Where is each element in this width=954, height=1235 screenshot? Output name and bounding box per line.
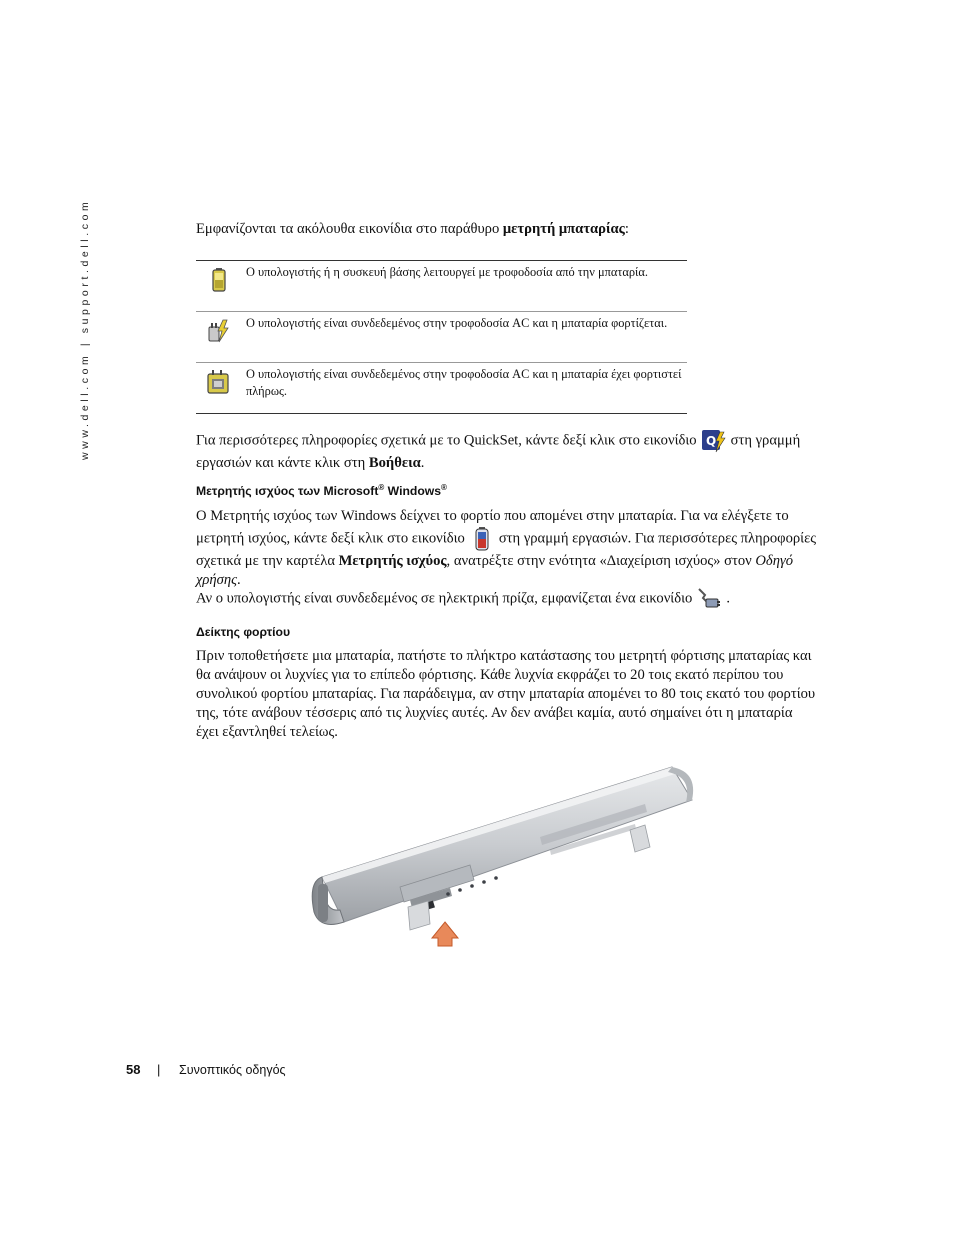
registered-mark: ® bbox=[441, 482, 447, 492]
icon-row-ac-charging bbox=[196, 312, 687, 363]
battery-icon bbox=[206, 267, 232, 293]
section-heading-power-meter bbox=[196, 484, 447, 498]
intro-end: : bbox=[624, 221, 629, 237]
quickset-text: Για περισσότερες πληροφορίες σχετικά με το QuickSet, κάντε δεξί κλικ στο εικονίδιο bbox=[196, 432, 697, 449]
quickset-icon bbox=[701, 428, 727, 454]
quickset-paragraph bbox=[196, 428, 816, 473]
ac-plug-end: . bbox=[726, 590, 730, 607]
power-meter-text-b: στη γραμμή εργασιών. Για περισσότερες πληροφορίες σχετικά με την καρτέλα bbox=[196, 530, 817, 569]
svg-text:Q: Q bbox=[705, 434, 716, 448]
heading-windows: Windows bbox=[384, 484, 442, 498]
icon-table bbox=[196, 260, 687, 414]
icon-row-text: Ο υπολογιστής είναι συνδεδεμένος στην τροφοδοσία AC και η μπαταρία φορτίζεται. bbox=[246, 316, 668, 330]
quickset-text-after: στη γραμμή εργασιών και κάντε κλικ στη bbox=[196, 432, 801, 471]
quickset-end: . bbox=[420, 455, 425, 471]
ac-plug-paragraph bbox=[196, 586, 816, 612]
intro-paragraph bbox=[196, 220, 816, 239]
intro-text: Εμφανίζονται τα ακόλουθα εικονίδια στο παράθυρο bbox=[196, 221, 503, 237]
power-meter-bold: Μετρητής ισχύος bbox=[338, 553, 447, 569]
ac-plug-text: Αν ο υπολογιστής είναι συνδεδεμένος σε ηλεκτρική πρίζα, εμφανίζεται ένα εικονίδιο bbox=[196, 590, 693, 607]
ac-full-icon bbox=[206, 369, 232, 395]
icon-row-battery bbox=[196, 261, 687, 312]
page-number: 58 bbox=[126, 1062, 141, 1077]
side-url: www.dell.com | support.dell.com bbox=[79, 198, 91, 460]
icon-row-text: Ο υπολογιστής είναι συνδεδεμένος στην τροφοδοσία AC και η μπαταρία έχει φορτιστεί πλήρως. bbox=[246, 367, 682, 398]
ac-charging-icon bbox=[206, 318, 232, 344]
section-heading-charge-gauge: Δείκτης φορτίου bbox=[196, 625, 291, 639]
heading-text: Μετρητής ισχύος των Microsoft bbox=[196, 484, 379, 498]
icon-row-text: Ο υπολογιστής ή η συσκευή βάσης λειτουργεί με τροφοδοσία από την μπαταρία. bbox=[246, 265, 648, 279]
icon-row-ac-full bbox=[196, 363, 687, 413]
footer-title: Συνοπτικός οδηγός bbox=[179, 1063, 286, 1077]
charge-gauge-paragraph: Πριν τοποθετήσετε μια μπαταρία, πατήστε το πλήκτρο κατάστασης του μετρητή φόρτισης μπαταρίας και θα ανάψουν οι λυχνίες για το επίπεδο φόρτισης. Κάθε λυχνία εκφράζει το 20 τοις εκατό περίπου του συνολικού φορτίου μπαταρίας. Για παράδειγμα, αν στην μπαταρία απομένει το 80 τοις εκατό του φορτίου της, τότε ανάβουν τέσσερις από τις λυχνίες αυτές. Αν δεν ανάβει καμία, αυτό σημαίνει ότι η μπαταρία έχει εξαντληθεί τελείως. bbox=[196, 648, 816, 740]
power-meter-paragraph bbox=[196, 507, 816, 590]
footer-separator: | bbox=[157, 1062, 161, 1077]
battery-illustration bbox=[300, 752, 700, 952]
quickset-bold: Βοήθεια bbox=[368, 455, 421, 471]
power-meter-battery-icon bbox=[469, 526, 495, 552]
intro-bold: μετρητή μπαταρίας bbox=[502, 221, 625, 237]
power-meter-end: . bbox=[237, 572, 241, 588]
registered-mark: ® bbox=[378, 482, 385, 492]
user-guide-italic: Οδηγό χρήσης bbox=[196, 553, 794, 588]
ac-plug-icon bbox=[696, 586, 722, 612]
power-meter-text-c: , ανατρέξτε στην ενότητα «Διαχείριση ισχύος» στον bbox=[446, 553, 756, 569]
power-meter-text: Ο Μετρητής ισχύος των Windows δείχνει το φορτίο που απομένει στην μπαταρία. Για να ελέγξετε το μετρητή ισχύος, κάντε δεξί κλικ στο εικονίδιο bbox=[196, 508, 789, 547]
